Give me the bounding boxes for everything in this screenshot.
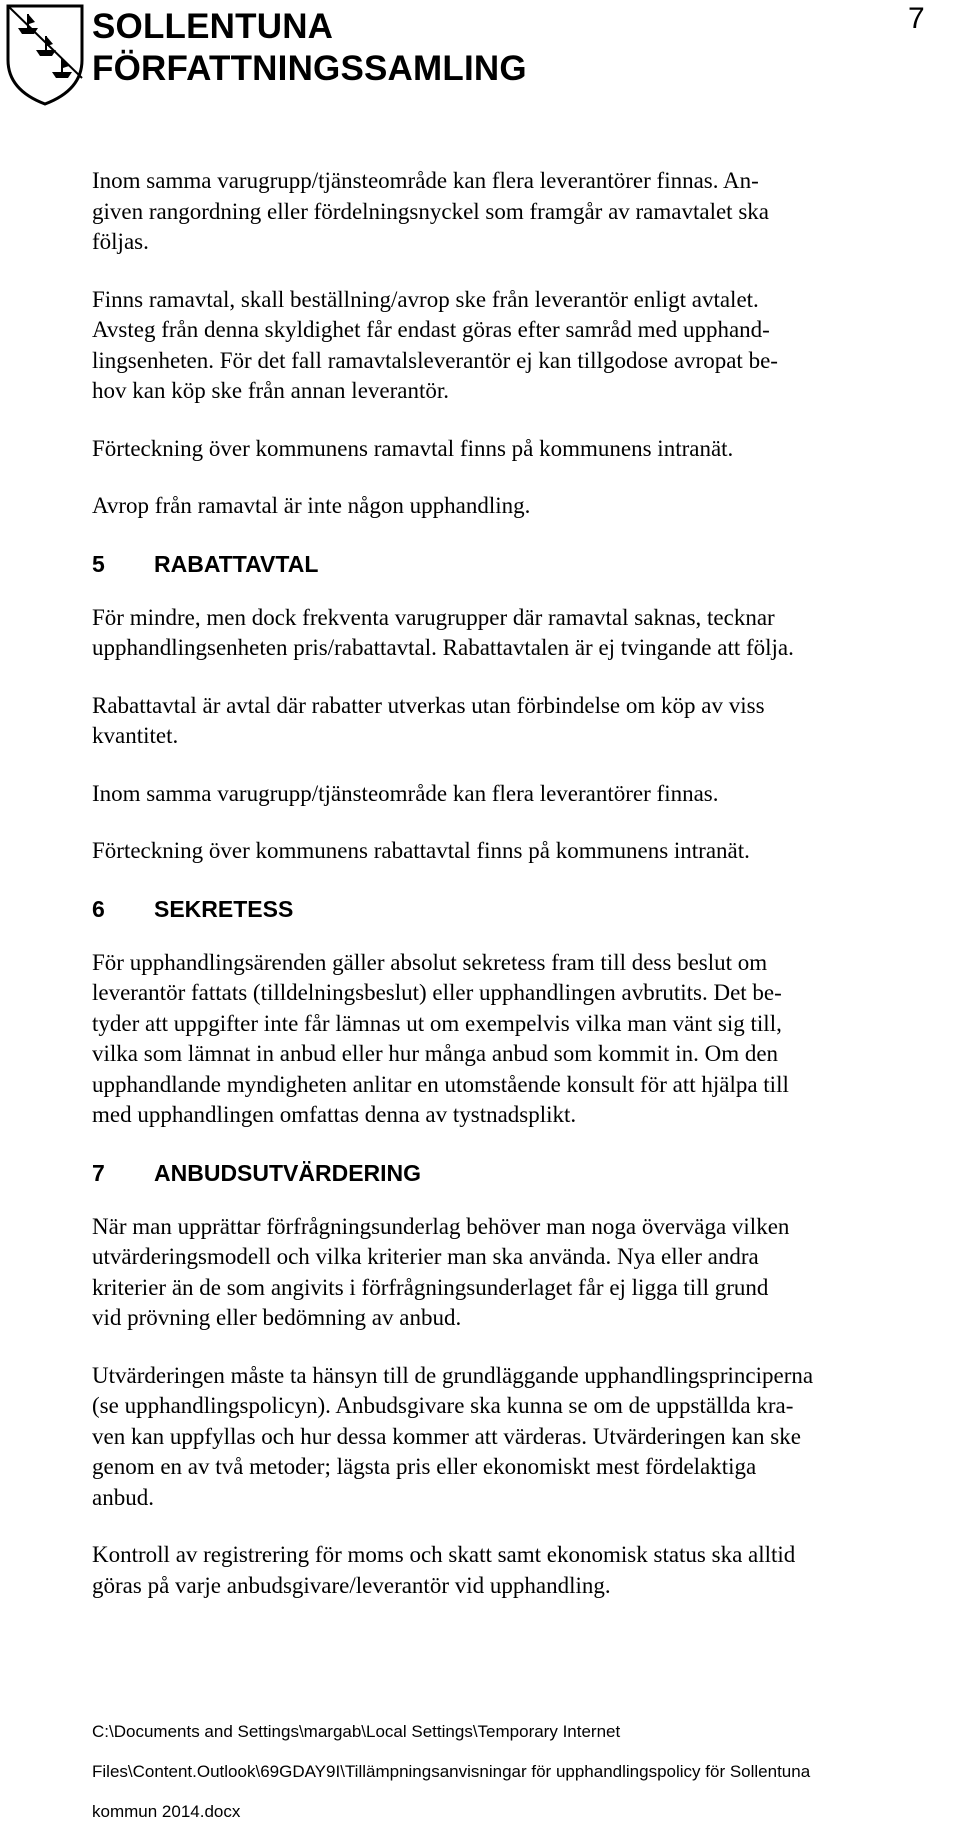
title-line-2: FÖRFATTNINGSSAMLING [92,49,527,88]
text-line: leverantör fattats (tilldelningsbeslut) eller upphandlingen avbrutits. Det be- [92,980,782,1005]
section-number: 6 [92,895,105,922]
text-line: upphandlingsenheten pris/rabattavtal. Rabattavtalen är ej tvingande att följa. [92,635,794,660]
paragraph [92,948,932,1131]
text-line: Inom samma varugrupp/tjänsteområde kan flera leverantörer finnas. An- [92,168,759,193]
text-line: För mindre, men dock frekventa varugrupper där ramavtal saknas, tecknar [92,604,775,630]
section-heading-6 [92,894,932,924]
paragraph [92,691,932,752]
document-body [92,166,932,1628]
text-line: utvärderingsmodell och vilka kriterier man ska använda. Nya eller andra [92,1244,759,1269]
file-path-footer [92,1702,810,1842]
paragraph: Avrop från ramavtal är inte någon upphandling. [92,493,531,518]
paragraph [92,603,932,664]
text-line: Rabattavtal är avtal där rabatter utverkas utan förbindelse om köp av viss [92,692,765,718]
text-line: följas. [92,229,149,254]
title-line-1: SOLLENTUNA [92,7,334,46]
text-line: anbud. [92,1484,154,1510]
section-title: SEKRETESS [154,895,294,922]
paragraph [92,1361,932,1514]
text-line: Utvärderingen måste ta hänsyn till de grundläggande upphandlingsprinciperna [92,1362,814,1388]
text-line: Finns ramavtal, skall beställning/avrop ske från leverantör enligt avtalet. [92,286,759,312]
paragraph [92,166,932,258]
text-line: När man upprättar förfrågningsunderlag behöver man noga överväga vilken [92,1213,790,1239]
document-series-title [92,6,527,90]
text-line: Kontroll av registrering för moms och skatt samt ekonomisk status ska alltid [92,1542,796,1567]
page-number: 7 [908,2,925,35]
footer-line: Files\Content.Outlook\69GDAY9I\Tillämpningsanvisningar för upphandlingspolicy för Sollentuna [92,1762,811,1781]
text-line: med upphandlingen omfattas denna av tystnadsplikt. [92,1102,577,1127]
text-line: kvantitet. [92,723,179,748]
section-title: RABATTAVTAL [154,550,319,577]
text-line: ven kan uppfyllas och hur dessa kommer att värderas. Utvärderingen kan ske [92,1423,801,1449]
text-line: För upphandlingsärenden gäller absolut sekretess fram till dess beslut om [92,949,768,975]
text-line: tyder att uppgifter inte får lämnas ut om exempelvis vilka man vänt sig till, [92,1010,782,1036]
section-title: ANBUDSUTVÄRDERING [154,1159,422,1186]
section-number: 7 [92,1159,105,1186]
section-number: 5 [92,550,105,577]
text-line: lingsenheten. För det fall ramavtalsleverantör ej kan tillgodose avropat be- [92,347,778,373]
text-line: given rangordning eller fördelningsnyckel som framgår av ramavtalet ska [92,198,769,224]
text-line: vid prövning eller bedömning av anbud. [92,1305,462,1330]
text-line: vilka som lämnat in anbud eller hur många anbud som kommit in. Om den [92,1041,779,1066]
section-heading-5 [92,549,932,579]
text-line: hov kan köp ske från annan leverantör. [92,378,450,403]
text-line: Avsteg från denna skyldighet får endast göras efter samråd med upphand- [92,317,770,342]
footer-line: C:\Documents and Settings\margab\Local Settings\Temporary Internet [92,1722,621,1741]
section-heading-7 [92,1158,932,1188]
municipality-coat-of-arms [4,2,86,106]
text-line: göras på varje anbudsgivare/leverantör vid upphandling. [92,1572,611,1598]
text-line: (se upphandlingspolicyn). Anbudsgivare ska kunna se om de uppställda kra- [92,1393,794,1418]
text-line: genom en av två metoder; lägsta pris eller ekonomiskt mest fördelaktiga [92,1454,757,1479]
text-line: upphandlande myndigheten anlitar en utomstående konsult för att hjälpa till [92,1071,789,1097]
paragraph [92,1540,932,1601]
paragraph: Förteckning över kommunens rabattavtal finns på kommunens intranät. [92,838,750,863]
paragraph: Inom samma varugrupp/tjänsteområde kan flera leverantörer finnas. [92,780,719,806]
text-line: kriterier än de som angivits i förfrågningsunderlaget får ej ligga till grund [92,1274,769,1300]
paragraph: Förteckning över kommunens ramavtal finns på kommunens intranät. [92,435,734,461]
paragraph [92,1212,932,1334]
footer-line: kommun 2014.docx [92,1802,241,1821]
paragraph [92,285,932,407]
